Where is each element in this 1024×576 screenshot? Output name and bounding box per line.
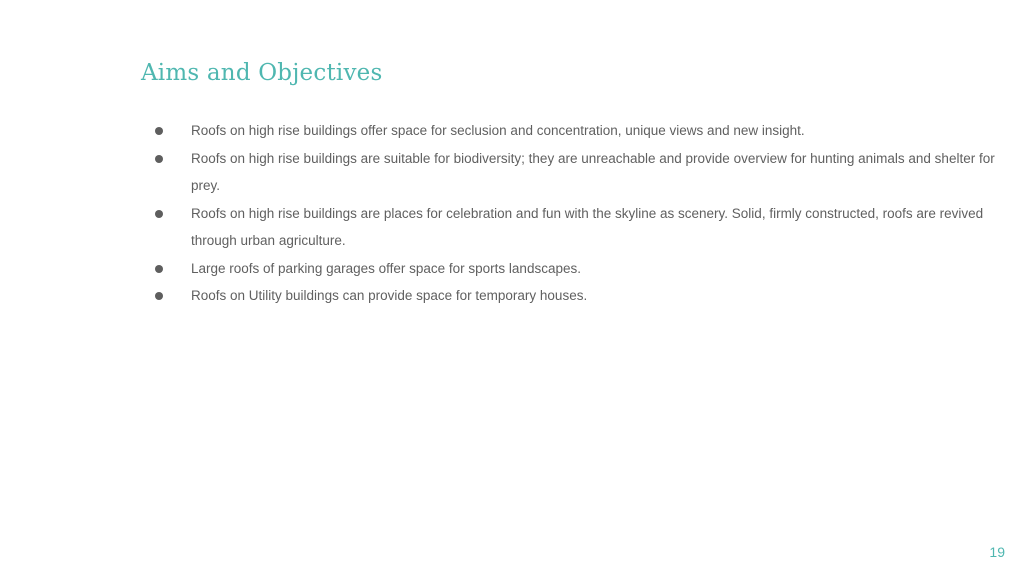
page-number: 19 — [989, 544, 1005, 560]
slide-title: Aims and Objectives — [141, 60, 383, 86]
bullet-icon — [155, 210, 163, 218]
list-item — [155, 145, 995, 200]
list-item — [155, 117, 995, 145]
list-item — [155, 200, 995, 255]
bullet-text: Large roofs of parking garages offer space for sports landscapes. — [191, 260, 581, 276]
list-item — [155, 282, 995, 310]
list-item — [155, 255, 995, 283]
bullet-text: Roofs on high rise buildings offer space for seclusion and concentration, unique views and new insight. — [191, 123, 805, 138]
bullet-icon — [155, 155, 163, 163]
bullet-icon — [155, 292, 163, 300]
bullet-icon — [155, 127, 163, 135]
bullet-text: Roofs on high rise buildings are suitable for biodiversity; they are unreachable and provide overview for hunting animals and shelter for prey. — [191, 150, 995, 193]
bullet-list — [155, 117, 995, 310]
bullet-text: Roofs on high rise buildings are places for celebration and fun with the skyline as scenery. Solid, firmly constructed, roofs are revived through urban agriculture. — [191, 205, 984, 248]
bullet-icon — [155, 265, 163, 273]
bullet-text: Roofs on Utility buildings can provide space for temporary houses. — [191, 288, 588, 303]
